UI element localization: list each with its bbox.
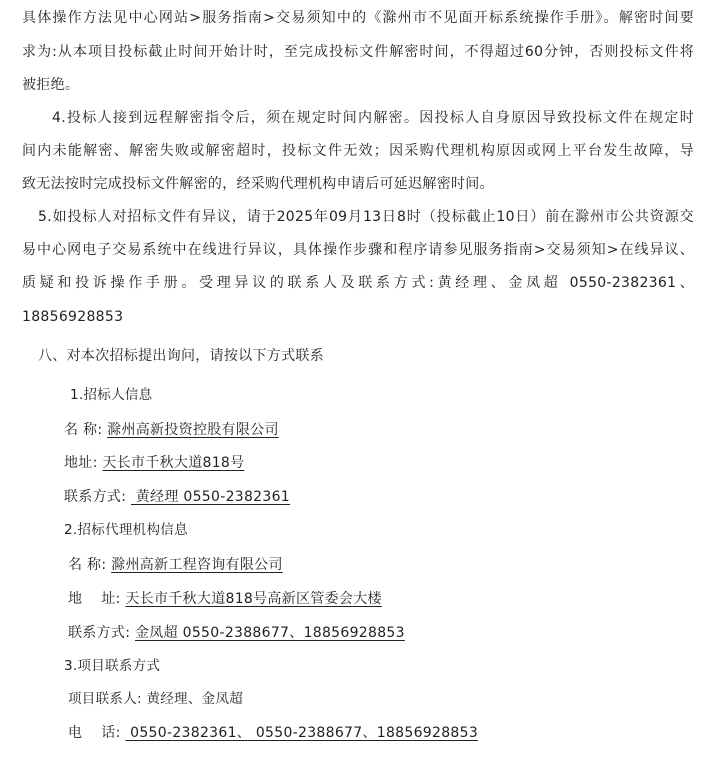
agency-address-label: 地 址: — [68, 591, 121, 607]
paragraph-5-line-4: 18856928853 — [22, 309, 124, 325]
project-person-label: 项目联系人: — [68, 691, 142, 707]
agency-info-title: 2.招标代理机构信息 — [64, 522, 188, 538]
tenderer-address-value: 天长市千秋大道818号 — [102, 455, 245, 471]
tenderer-info-title: 1.招标人信息 — [70, 387, 153, 403]
paragraph-3-line-2: 求为:从本项目投标截止时间开始计时，至完成投标文件解密时间，不得超过60分钟，否则投标文件将 — [22, 44, 694, 60]
paragraph-5-line-3: 质疑和投诉操作手册。受理异议的联系人及联系方式:黄经理、金凤超 0550-2382361、 — [22, 275, 694, 291]
paragraph-4-line-3: 致无法按时完成投标文件解密的，经采购代理机构申请后可延迟解密时间。 — [22, 176, 494, 192]
agency-contact-label: 联系方式: — [68, 625, 131, 641]
tenderer-contact-value: 黄经理 0550-2382361 — [130, 489, 291, 505]
project-phone-label: 电 话: — [68, 725, 121, 741]
project-contact-title: 3.项目联系方式 — [64, 658, 161, 674]
tenderer-address-label: 地址: — [64, 455, 98, 471]
paragraph-3-line-3: 被拒绝。 — [22, 77, 80, 93]
agency-name-row — [68, 555, 283, 575]
tenderer-contact-label: 联系方式: — [64, 489, 127, 505]
agency-address-row — [68, 589, 382, 609]
tenderer-name-label: 名 称: — [64, 422, 103, 438]
tenderer-address-row — [64, 453, 244, 473]
section-8-heading: 八、对本次招标提出询问，请按以下方式联系 — [38, 348, 324, 364]
agency-contact-value: 金凤超 0550-2388677、18856928853 — [134, 625, 405, 641]
paragraph-5-line-1: 5.如投标人对招标文件有异议，请于2025年09月13日8时（投标截止10日）前在滁州市公共资源交 — [38, 209, 694, 225]
tenderer-contact-row — [64, 487, 290, 507]
paragraph-3-line-1: 具体操作方法见中心网站>服务指南>交易须知中的《滁州市不见面开标系统操作手册》。解密时间要 — [22, 10, 694, 26]
paragraph-5-line-2: 易中心网电子交易系统中在线进行异议，具体操作步骤和程序请参见服务指南>交易须知>在线异议、 — [22, 242, 694, 258]
agency-name-value: 滁州高新工程咨询有限公司 — [111, 557, 283, 573]
project-person-row — [68, 689, 243, 709]
paragraph-4-line-2: 间内未能解密、解密失败或解密超时，投标文件无效；因采购代理机构原因或网上平台发生故障，导 — [22, 143, 694, 159]
project-person-value: 黄经理、金凤超 — [146, 691, 244, 707]
agency-address-value: 天长市千秋大道818号高新区管委会大楼 — [125, 591, 382, 607]
tenderer-name-row — [64, 420, 279, 440]
paragraph-4-line-1: 4.投标人接到远程解密指令后，须在规定时间内解密。因投标人自身原因导致投标文件在规定时 — [52, 110, 694, 126]
project-phone-value: 0550-2382361、 0550-2388677、18856928853 — [125, 725, 479, 741]
agency-name-label: 名 称: — [68, 557, 107, 573]
tenderer-name-value: 滁州高新投资控股有限公司 — [107, 422, 279, 438]
agency-contact-row — [68, 623, 405, 643]
project-phone-row — [68, 723, 478, 743]
